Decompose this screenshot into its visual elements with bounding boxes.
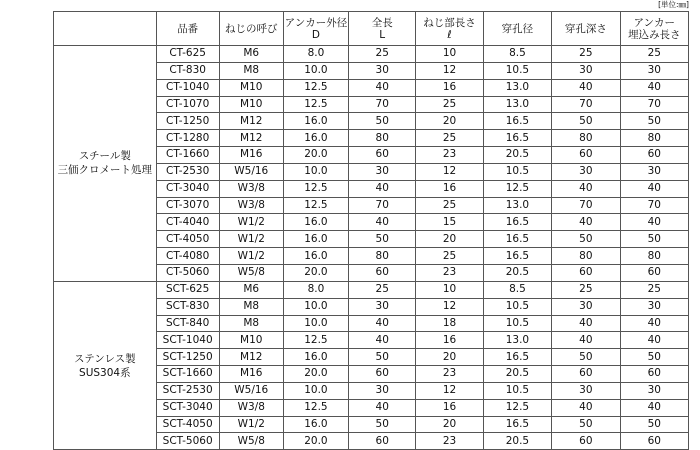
part-number-cell: CT-3040 [156,180,219,197]
value-cell: 60 [349,264,416,281]
value-cell: 20.0 [283,264,348,281]
value-cell: 10.0 [283,298,348,315]
value-cell: 50 [349,349,416,366]
value-cell: 40 [552,214,620,231]
value-cell: 70 [552,197,620,214]
value-cell: 16.5 [483,130,551,147]
value-cell: 25 [416,96,483,113]
value-cell: 25 [620,281,688,298]
value-cell: 10.5 [483,163,551,180]
part-number-cell: SCT-5060 [156,433,219,450]
value-cell: W5/16 [219,163,283,180]
value-cell: 30 [552,382,620,399]
material-cell [54,281,157,449]
table-body [54,46,689,450]
value-cell: 23 [416,366,483,383]
spec-table [53,11,689,450]
material-name: ステンレス製 [73,352,136,365]
value-cell: 30 [620,382,688,399]
value-cell: 80 [552,130,620,147]
value-cell: W3/8 [219,180,283,197]
value-cell: 70 [620,197,688,214]
part-number-cell: SCT-1660 [156,366,219,383]
part-number-cell: SCT-1250 [156,349,219,366]
column-header [283,12,348,46]
value-cell: 16.0 [283,130,348,147]
part-number-cell: SCT-830 [156,298,219,315]
value-cell: 20 [416,113,483,130]
value-cell: 20.0 [283,433,348,450]
value-cell: 12 [416,382,483,399]
value-cell: 70 [349,96,416,113]
part-number-cell: CT-3070 [156,197,219,214]
value-cell: 60 [620,264,688,281]
value-cell: 16.5 [483,349,551,366]
column-header-line2: 埋込み長さ [628,28,681,41]
part-number-cell: CT-1250 [156,113,219,130]
value-cell: 30 [349,62,416,79]
value-cell: 40 [552,79,620,96]
value-cell: 12.5 [283,332,348,349]
part-number-cell: CT-5060 [156,264,219,281]
part-number-cell: SCT-840 [156,315,219,332]
value-cell: M6 [219,46,283,63]
column-header-line1: 品番 [177,22,199,35]
value-cell: 12 [416,62,483,79]
value-cell: 40 [552,180,620,197]
value-cell: 40 [349,79,416,96]
value-cell: 60 [620,433,688,450]
value-cell: 25 [349,46,416,63]
value-cell: 10.5 [483,62,551,79]
value-cell: M8 [219,315,283,332]
part-number-cell: SCT-2530 [156,382,219,399]
value-cell: 30 [620,62,688,79]
column-header-line1: 穿孔深さ [564,22,607,35]
value-cell: 8.0 [283,281,348,298]
value-cell: 40 [620,180,688,197]
value-cell: 12.5 [283,399,348,416]
value-cell: 30 [349,382,416,399]
value-cell: 40 [349,332,416,349]
value-cell: M10 [219,332,283,349]
value-cell: 70 [349,197,416,214]
value-cell: 10.5 [483,298,551,315]
value-cell: 80 [349,248,416,265]
value-cell: 60 [349,366,416,383]
value-cell: 40 [552,315,620,332]
value-cell: 12 [416,163,483,180]
value-cell: 10.0 [283,315,348,332]
value-cell: 8.5 [483,281,551,298]
value-cell: W3/8 [219,197,283,214]
value-cell: 50 [552,349,620,366]
material-finish: SUS304系 [79,366,131,379]
value-cell: 50 [620,231,688,248]
value-cell: 50 [620,349,688,366]
part-number-cell: SCT-1040 [156,332,219,349]
value-cell: 16.0 [283,113,348,130]
value-cell: 16.5 [483,248,551,265]
value-cell: 25 [416,130,483,147]
value-cell: 30 [349,163,416,180]
value-cell: 12.5 [283,96,348,113]
value-cell: 50 [620,416,688,433]
part-number-cell: CT-830 [156,62,219,79]
value-cell: 16.5 [483,231,551,248]
value-cell: 80 [552,248,620,265]
value-cell: 10.0 [283,62,348,79]
part-number-cell: SCT-4050 [156,416,219,433]
value-cell: 20.0 [283,147,348,164]
value-cell: 40 [349,214,416,231]
value-cell: 60 [349,433,416,450]
material-cell [54,46,157,282]
part-number-cell: CT-4040 [156,214,219,231]
value-cell: 13.0 [483,79,551,96]
value-cell: W5/8 [219,433,283,450]
value-cell: 30 [349,298,416,315]
value-cell: 60 [552,264,620,281]
value-cell: 40 [620,214,688,231]
value-cell: 30 [552,298,620,315]
part-number-cell: SCT-3040 [156,399,219,416]
value-cell: M12 [219,130,283,147]
value-cell: 50 [620,113,688,130]
value-cell: 50 [349,113,416,130]
part-number-cell: SCT-625 [156,281,219,298]
value-cell: W1/2 [219,214,283,231]
value-cell: 16.0 [283,214,348,231]
value-cell: 20.5 [483,147,551,164]
value-cell: 10.5 [483,382,551,399]
column-header-line2: L [379,28,386,41]
value-cell: W1/2 [219,416,283,433]
value-cell: 16 [416,79,483,96]
value-cell: 60 [552,433,620,450]
value-cell: M6 [219,281,283,298]
table-row [54,46,689,63]
value-cell: 12.5 [483,180,551,197]
value-cell: 16.0 [283,416,348,433]
column-header-line1: アンカー [633,16,676,29]
column-header [552,12,620,46]
value-cell: 80 [620,130,688,147]
value-cell: 40 [620,399,688,416]
value-cell: 60 [552,366,620,383]
value-cell: 23 [416,147,483,164]
value-cell: 25 [552,281,620,298]
value-cell: 16.0 [283,349,348,366]
value-cell: 20.0 [283,366,348,383]
value-cell: 25 [620,46,688,63]
column-header-line1: 穿孔径 [501,22,534,35]
column-header [219,12,283,46]
column-header [483,12,551,46]
value-cell: 25 [349,281,416,298]
value-cell: 15 [416,214,483,231]
value-cell: 20.5 [483,366,551,383]
value-cell: 10.0 [283,163,348,180]
material-finish: 三価クロメート処理 [57,164,153,177]
value-cell: 20 [416,231,483,248]
column-header [349,12,416,46]
value-cell: M16 [219,147,283,164]
value-cell: M8 [219,298,283,315]
value-cell: 30 [620,298,688,315]
value-cell: 25 [416,197,483,214]
value-cell: 8.0 [283,46,348,63]
value-cell: W5/16 [219,382,283,399]
value-cell: M10 [219,79,283,96]
value-cell: 25 [552,46,620,63]
column-header-line1: ねじ部長さ [423,16,476,29]
value-cell: 16.5 [483,214,551,231]
column-header-line2: ℓ [447,28,452,41]
part-number-cell: CT-1040 [156,79,219,96]
value-cell: W5/8 [219,264,283,281]
value-cell: 40 [349,180,416,197]
value-cell: M12 [219,349,283,366]
value-cell: 12 [416,298,483,315]
header-row [54,12,689,46]
value-cell: 23 [416,433,483,450]
value-cell: W1/2 [219,248,283,265]
value-cell: M10 [219,96,283,113]
value-cell: 50 [552,113,620,130]
value-cell: 50 [552,231,620,248]
value-cell: 16 [416,399,483,416]
column-header-line2: D [311,28,320,41]
value-cell: 12.5 [283,197,348,214]
part-number-cell: CT-2530 [156,163,219,180]
column-header-line1: 全長 [371,16,393,29]
value-cell: 30 [620,163,688,180]
value-cell: 10.5 [483,315,551,332]
value-cell: 20.5 [483,264,551,281]
value-cell: 20 [416,416,483,433]
table-row [54,281,689,298]
value-cell: 16.5 [483,416,551,433]
value-cell: 18 [416,315,483,332]
corner-cell [54,12,157,46]
value-cell: 10 [416,281,483,298]
value-cell: 16.5 [483,113,551,130]
value-cell: 16 [416,332,483,349]
part-number-cell: CT-625 [156,46,219,63]
value-cell: 16 [416,180,483,197]
value-cell: 10.0 [283,382,348,399]
value-cell: 40 [349,399,416,416]
value-cell: 40 [620,332,688,349]
value-cell: 12.5 [283,79,348,96]
part-number-cell: CT-1070 [156,96,219,113]
value-cell: 30 [552,62,620,79]
value-cell: 13.0 [483,197,551,214]
value-cell: M16 [219,366,283,383]
value-cell: 30 [552,163,620,180]
unit-note: [単位:㎜] [658,0,689,9]
value-cell: 80 [620,248,688,265]
part-number-cell: CT-1280 [156,130,219,147]
value-cell: 40 [552,399,620,416]
value-cell: W3/8 [219,399,283,416]
value-cell: M12 [219,113,283,130]
value-cell: 50 [349,231,416,248]
part-number-cell: CT-1660 [156,147,219,164]
value-cell: W1/2 [219,231,283,248]
column-header [156,12,219,46]
value-cell: 12.5 [283,180,348,197]
value-cell: 13.0 [483,96,551,113]
value-cell: 40 [552,332,620,349]
value-cell: 25 [416,248,483,265]
value-cell: 60 [620,147,688,164]
value-cell: 16.0 [283,248,348,265]
part-number-cell: CT-4050 [156,231,219,248]
column-header [416,12,483,46]
value-cell: 40 [620,315,688,332]
value-cell: 12.5 [483,399,551,416]
value-cell: 40 [349,315,416,332]
column-header-line1: アンカー外径 [284,16,348,29]
part-number-cell: CT-4080 [156,248,219,265]
value-cell: 20.5 [483,433,551,450]
value-cell: 40 [620,79,688,96]
column-header [620,12,688,46]
value-cell: 60 [349,147,416,164]
value-cell: 16.0 [283,231,348,248]
value-cell: 80 [349,130,416,147]
value-cell: 13.0 [483,332,551,349]
material-name: スチール製 [78,150,131,163]
value-cell: 10 [416,46,483,63]
value-cell: 50 [349,416,416,433]
value-cell: 50 [552,416,620,433]
value-cell: 60 [552,147,620,164]
value-cell: 8.5 [483,46,551,63]
value-cell: 60 [620,366,688,383]
value-cell: 70 [620,96,688,113]
value-cell: M8 [219,62,283,79]
value-cell: 70 [552,96,620,113]
value-cell: 20 [416,349,483,366]
value-cell: 23 [416,264,483,281]
column-header-line1: ねじの呼び [225,22,278,35]
